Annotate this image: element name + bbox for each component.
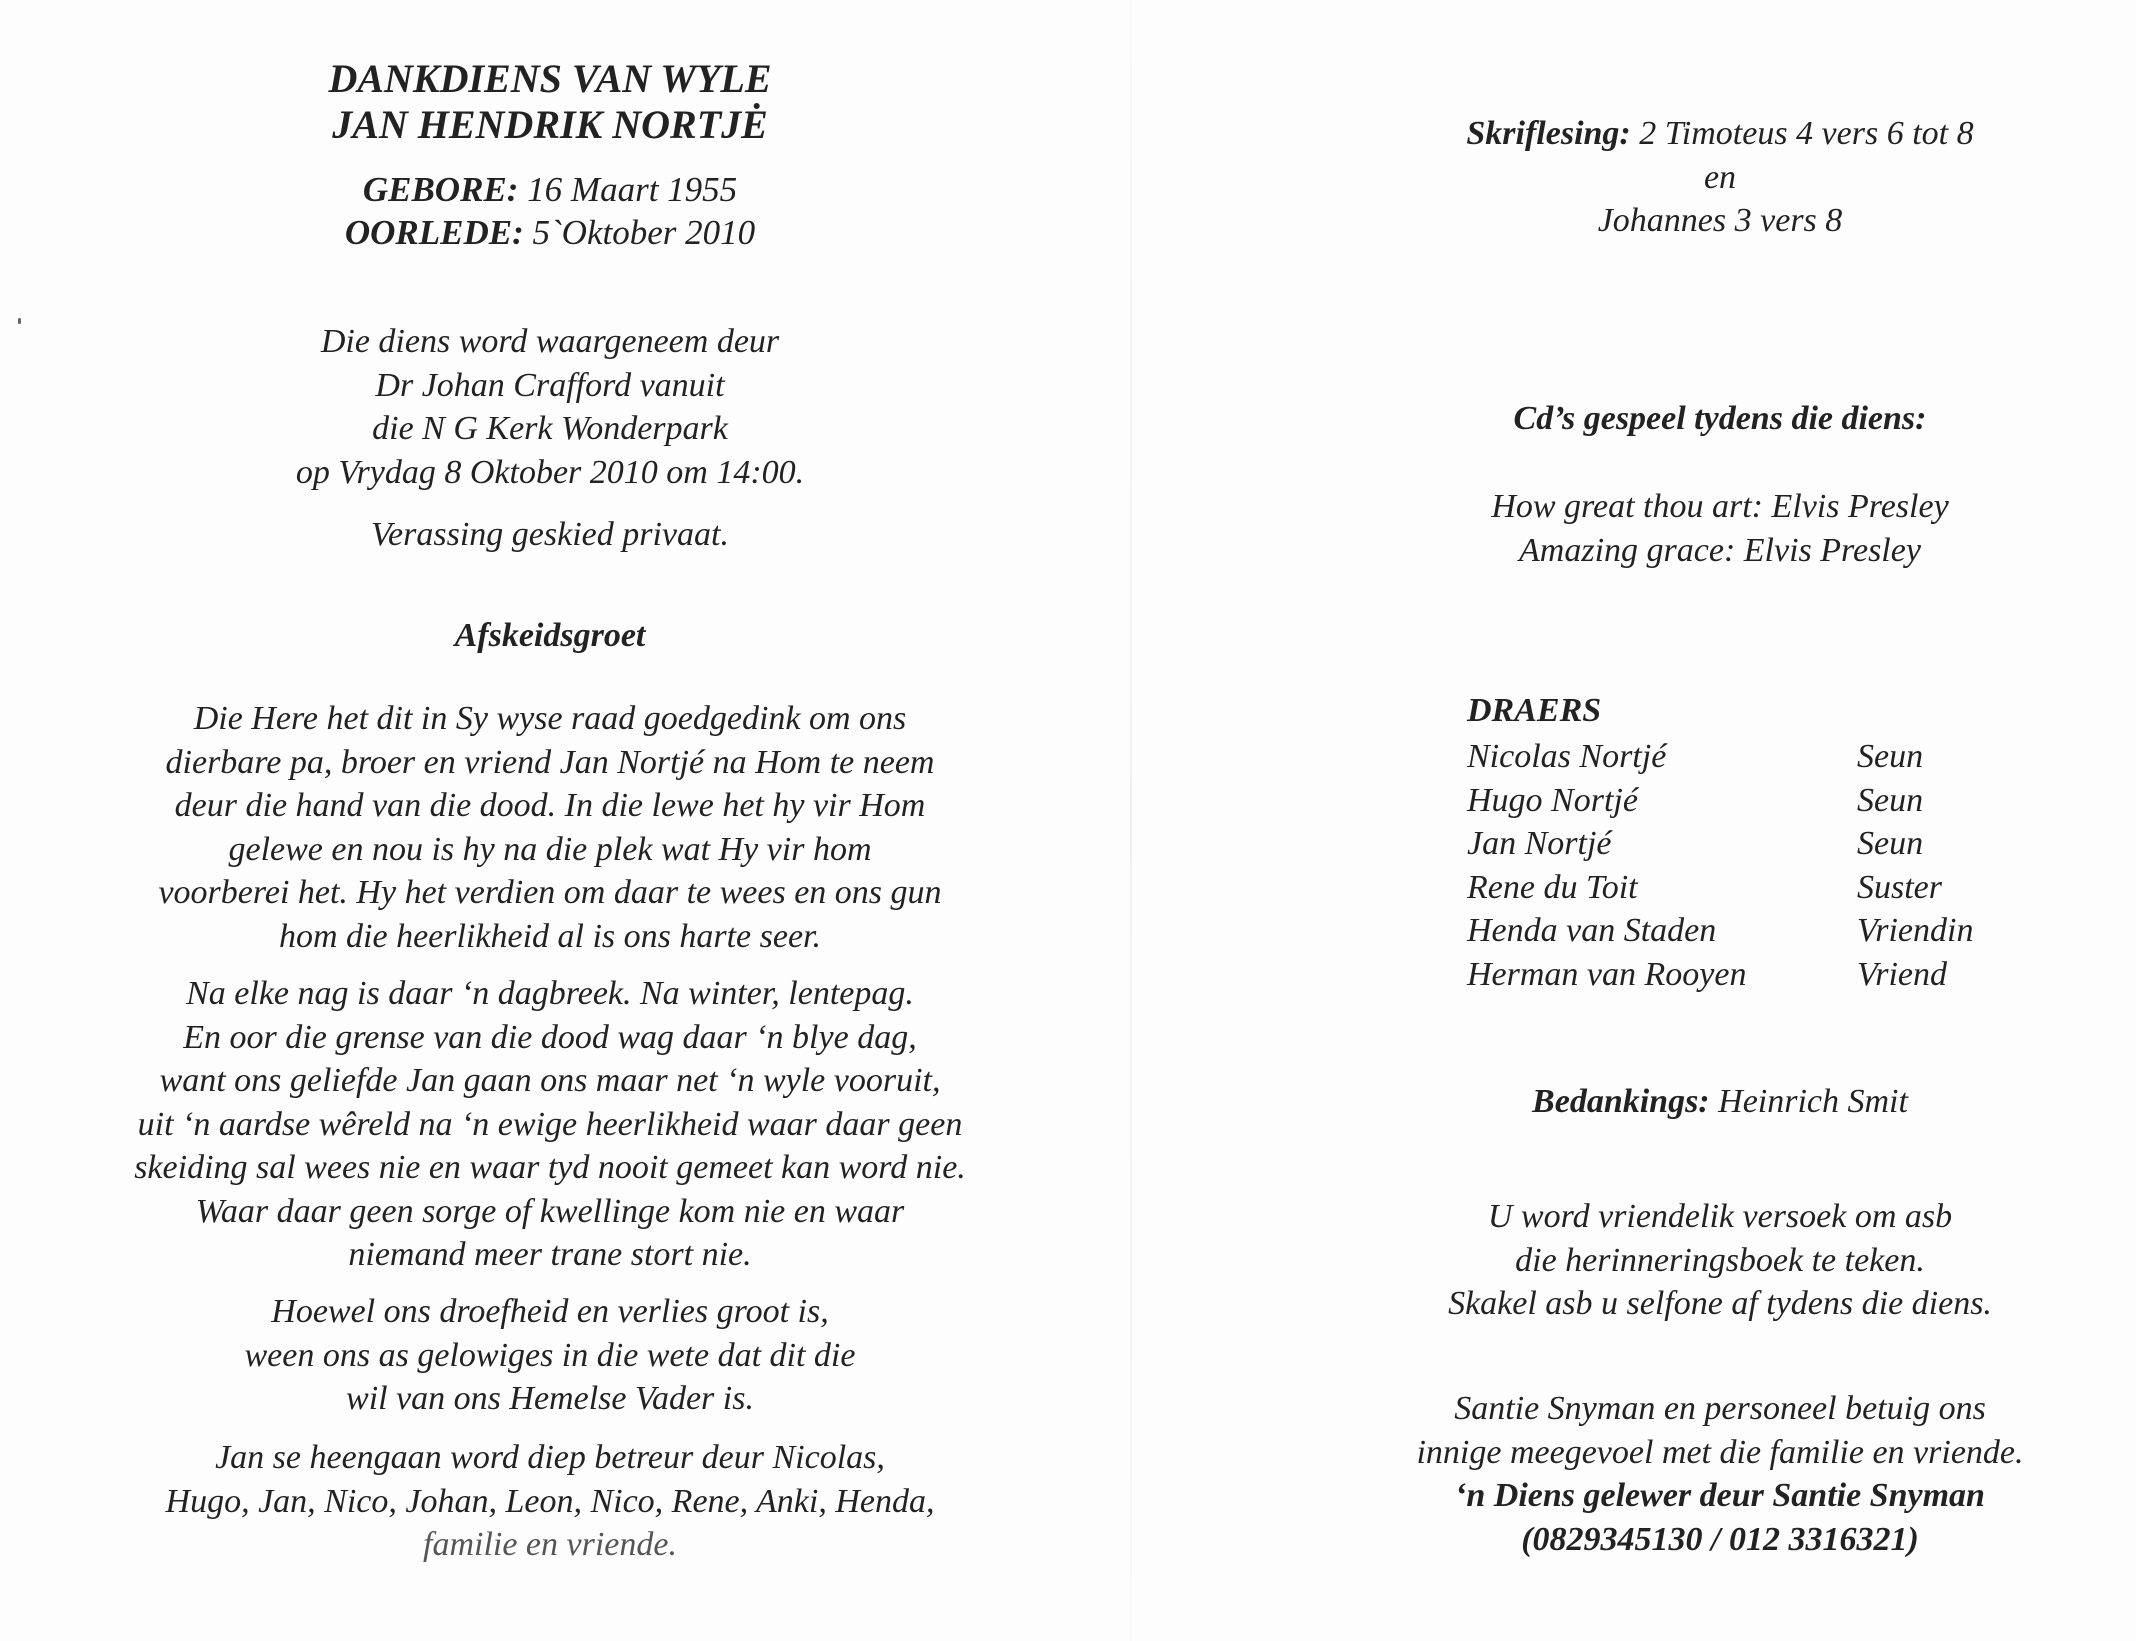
bearer-row bbox=[1467, 779, 2057, 823]
farewell-paragraph-3 bbox=[60, 1290, 1040, 1421]
condolence-line: innige meegevoel met die familie en vriende. bbox=[1416, 1433, 2024, 1471]
cd-item: Amazing grace: Elvis Presley bbox=[1519, 531, 1921, 569]
bearer-name: Jan Nortjé bbox=[1467, 825, 1612, 862]
scan-speck bbox=[18, 318, 21, 324]
service-details bbox=[60, 320, 1040, 494]
bearer-row bbox=[1467, 822, 2057, 866]
paragraph-line: En oor die grense van die dood wag daar ‘n blye dag, bbox=[183, 1018, 917, 1056]
paragraph-line: wil van ons Hemelse Vader is. bbox=[346, 1380, 754, 1417]
request-line: Skakel asb u selfone af tydens die diens. bbox=[1448, 1285, 1992, 1322]
paragraph-line: Hoewel ons droefheid en verlies groot is, bbox=[271, 1293, 829, 1330]
bearer-row bbox=[1467, 866, 2057, 910]
page-fold bbox=[1130, 0, 1132, 1641]
condolence-line: Santie Snyman en personeel betuig ons bbox=[1454, 1390, 1986, 1427]
bearer-row bbox=[1467, 953, 2057, 997]
service-by-line: ‘n Diens gelewer deur Santie Snyman bbox=[1455, 1477, 1985, 1514]
thanks-label: Bedankings: bbox=[1532, 1083, 1710, 1120]
bearer-relation: Vriend bbox=[1857, 955, 1948, 993]
bearer-row bbox=[1467, 735, 2057, 779]
life-dates bbox=[60, 168, 1040, 254]
paragraph-line: Hugo, Jan, Nico, Johan, Leon, Nico, Rene, Anki, Henda, bbox=[165, 1482, 935, 1520]
cremation-note: Verassing geskied privaat. bbox=[371, 516, 729, 553]
died-label: OORLEDE: bbox=[344, 213, 524, 252]
scripture-and: en bbox=[1703, 158, 1737, 196]
paragraph-line: uit ‘n aardse wêreld na ‘n ewige heerlikheid waar daar geen bbox=[137, 1105, 963, 1143]
request-line: U word vriendelik versoek om asb bbox=[1487, 1198, 1953, 1235]
farewell-paragraph-2 bbox=[60, 972, 1040, 1277]
title-line-1: DANKDIENS VAN WYLE bbox=[328, 56, 772, 101]
paragraph-line: hom die heerlikheid al is ons harte seer. bbox=[278, 917, 822, 955]
service-line: Die diens word waargeneem deur bbox=[320, 323, 780, 360]
farewell-heading: Afskeidsgroet bbox=[454, 617, 646, 654]
farewell-paragraph-1 bbox=[60, 697, 1040, 958]
bearer-row bbox=[1467, 909, 2057, 953]
bearer-name: Henda van Staden bbox=[1467, 912, 1717, 949]
scripture-line bbox=[1300, 112, 2136, 156]
bearer-name: Herman van Rooyen bbox=[1467, 955, 1747, 993]
cds-heading: Cd’s gespeel tydens die diens: bbox=[1513, 400, 1927, 437]
thanks-line bbox=[1300, 1080, 2136, 1124]
cds-list bbox=[1300, 485, 2136, 572]
bearer-name: Rene du Toit bbox=[1467, 868, 1638, 906]
service-line: Dr Johan Crafford vanuit bbox=[375, 366, 725, 404]
paragraph-line: dierbare pa, broer en vriend Jan Nortjé na Hom te neem bbox=[165, 743, 935, 781]
bearers-table bbox=[1467, 735, 2057, 996]
paragraph-line: familie en vriende. bbox=[423, 1526, 677, 1563]
thanks-value: Heinrich Smit bbox=[1718, 1083, 1908, 1120]
bearer-relation: Seun bbox=[1857, 781, 1924, 819]
bearer-name: Hugo Nortjé bbox=[1467, 781, 1638, 819]
paragraph-line: Jan se heengaan word diep betreur deur Nicolas, bbox=[215, 1439, 885, 1476]
scripture-second: Johannes 3 vers 8 bbox=[1597, 202, 1843, 239]
bearer-name: Nicolas Nortjé bbox=[1467, 738, 1667, 775]
paragraph-line: skeiding sal wees nie en waar tyd nooit gemeet kan word nie. bbox=[134, 1149, 966, 1186]
paragraph-line: niemand meer trane stort nie. bbox=[348, 1236, 752, 1273]
paragraph-line: want ons geliefde Jan gaan ons maar net ‘n wyle vooruit, bbox=[159, 1062, 941, 1099]
born-line bbox=[60, 168, 1040, 211]
title-line-2: JAN HENDRIK NORTJĖ bbox=[332, 102, 768, 147]
bearers-heading: DRAERS bbox=[1467, 692, 1602, 729]
paragraph-line: deur die hand van die dood. In die lewe het hy vir Hom bbox=[174, 787, 926, 824]
bearer-relation: Seun bbox=[1857, 738, 1924, 775]
request-line: die herinneringsboek te teken. bbox=[1515, 1241, 1925, 1279]
scripture-value: 2 Timoteus 4 vers 6 tot 8 bbox=[1639, 115, 1974, 152]
paragraph-line: Waar daar geen sorge of kwellinge kom nie en waar bbox=[195, 1192, 905, 1230]
cd-item: How great thou art: Elvis Presley bbox=[1491, 488, 1949, 525]
service-line: die N G Kerk Wonderpark bbox=[372, 410, 728, 447]
paragraph-line: ween ons as gelowiges in die wete dat dit die bbox=[244, 1336, 856, 1374]
mourners-paragraph bbox=[60, 1436, 1040, 1567]
condolence-block bbox=[1300, 1387, 2136, 1561]
paragraph-line: Die Here het dit in Sy wyse raad goedgedink om ons bbox=[193, 700, 907, 737]
paragraph-line: voorberei het. Hy het verdien om daar te wees en ons gun bbox=[158, 874, 942, 911]
phone-numbers: (0829345130 / 012 3316321) bbox=[1521, 1520, 1919, 1558]
paragraph-line: gelewe en nou is hy na die plek wat Hy vir hom bbox=[228, 830, 872, 868]
page-title bbox=[60, 56, 1040, 148]
service-line: op Vrydag 8 Oktober 2010 om 14:00. bbox=[295, 453, 805, 491]
died-line bbox=[60, 211, 1040, 254]
born-value: 16 Maart 1955 bbox=[527, 170, 738, 209]
bearer-relation: Seun bbox=[1857, 825, 1924, 862]
bearer-relation: Suster bbox=[1857, 868, 1942, 906]
bearer-relation: Vriendin bbox=[1857, 912, 1974, 949]
paragraph-line: Na elke nag is daar ‘n dagbreek. Na winter, lentepag. bbox=[186, 975, 914, 1012]
scripture-label: Skriflesing: bbox=[1466, 115, 1631, 152]
scripture-reading bbox=[1300, 112, 2136, 243]
died-value: 5`Oktober 2010 bbox=[532, 213, 756, 252]
requests-block bbox=[1300, 1195, 2136, 1326]
born-label: GEBORE: bbox=[362, 170, 519, 209]
